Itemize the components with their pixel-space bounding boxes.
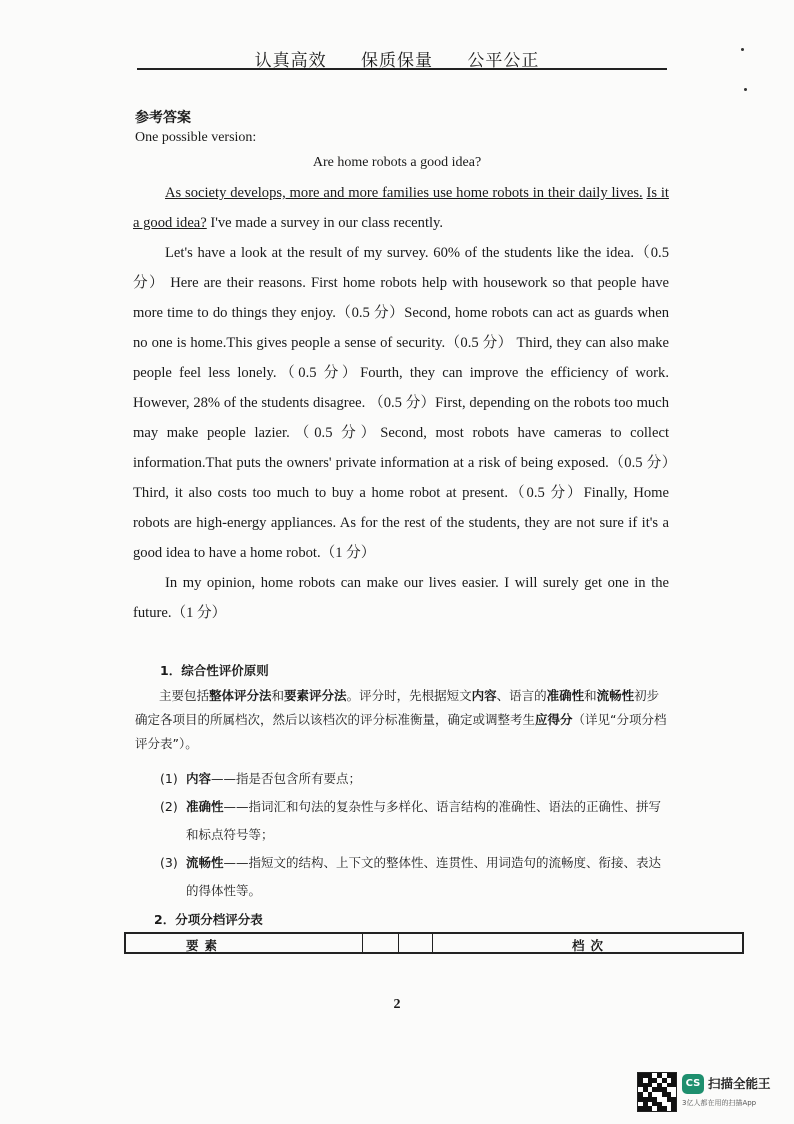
answer-heading: 参考答案 xyxy=(135,110,191,126)
bold-term: 流畅性 xyxy=(596,688,635,703)
column-elements: 要素 xyxy=(186,938,224,953)
motto-2: 保质保量 xyxy=(361,51,433,71)
paragraph-1-rest: I've made a survey in our class recently. xyxy=(206,215,444,231)
bold-term: 整体评分法 xyxy=(209,688,272,703)
text: 和 xyxy=(271,688,285,703)
criteria-item-accuracy xyxy=(160,793,672,849)
essay-body xyxy=(133,178,669,628)
text: 主要包括 xyxy=(159,688,210,703)
text: 。评分时，先根据短文 xyxy=(346,688,472,703)
text: 和 xyxy=(584,688,597,703)
essay-paragraph-3: In my opinion, home robots can make our lives easier. I will surely get one in the future.（1 分） xyxy=(133,575,669,621)
table-divider xyxy=(398,934,399,952)
section1-body xyxy=(135,684,670,756)
camscanner-logo-icon: CS xyxy=(682,1074,704,1094)
criteria-item-content xyxy=(160,765,672,793)
item-term: 内容 xyxy=(186,771,212,786)
item-term: 流畅性 xyxy=(186,855,224,870)
bold-term: 准确性 xyxy=(546,688,585,703)
section1-paragraph xyxy=(135,684,670,756)
scan-speck xyxy=(741,48,744,51)
underlined-sentence: As society develops, more and more families use home robots in their daily lives. xyxy=(165,185,643,201)
scan-speck xyxy=(744,88,747,91)
item-description: ——指词汇和句法的复杂性与多样化、语言结构的准确性、语法的正确性、拼写和标点符号等； xyxy=(186,799,662,842)
motto-1: 认真高效 xyxy=(254,51,327,71)
bold-term: 应得分 xyxy=(535,712,573,727)
essay-paragraph-1 xyxy=(133,178,669,238)
scoring-table-header xyxy=(124,932,744,954)
bold-term: 内容 xyxy=(471,688,497,703)
table-divider xyxy=(432,934,433,952)
camscanner-name: 扫描全能王 xyxy=(708,1076,771,1091)
item-description: ——指短文的结构、上下文的整体性、连贯性、用词造句的流畅度、衔接、表达的得体性等。 xyxy=(186,855,662,898)
item-number: (2) xyxy=(160,799,178,814)
bold-term: 要素评分法 xyxy=(284,688,347,703)
essay-title: Are home robots a good idea? xyxy=(312,155,482,170)
answer-intro: One possible version: xyxy=(135,130,257,145)
item-number: (1) xyxy=(160,771,178,786)
section2-heading: 2．分项分档评分表 xyxy=(154,912,263,927)
column-levels: 档次 xyxy=(572,938,610,953)
camscanner-tagline: 3亿人都在用的扫描App xyxy=(682,1099,757,1107)
motto-3: 公平公正 xyxy=(467,51,540,71)
page-number: 2 xyxy=(393,997,401,1012)
text: 、语言的 xyxy=(496,688,547,703)
section1-heading: 1．综合性评价原则 xyxy=(160,663,269,678)
header-rule xyxy=(137,68,667,70)
qr-code xyxy=(637,1072,677,1112)
text: （详见“分项分档评分表”）。 xyxy=(135,712,667,751)
criteria-list xyxy=(160,765,672,905)
table-divider xyxy=(362,934,363,952)
item-number: (3) xyxy=(160,855,178,870)
criteria-item-fluency xyxy=(160,849,672,905)
text: 初步确定各项目的所属档次，然后以该档次的评分标准衡量，确定或调整考生 xyxy=(135,688,660,727)
item-description: ——指是否包含所有要点； xyxy=(211,771,362,786)
underlined-question: Is it a good idea? xyxy=(133,185,669,231)
item-term: 准确性 xyxy=(186,799,224,814)
essay-paragraph-2: Let's have a look at the result of my survey. 60% of the students like the idea.（0.5 分） Here are their reasons. First home robots help with housework so that people have more time to do things they enjoy.（0.5 分）Second, home robots can act as guards when no one is home.This gives people a sense of security.（0.5 分） Third, they can also make people feel less lonely.（0.5 分）Fourth, they can improve the efficiency of work. However, 28% of the students disagree. （0.5 分）First, depending on the robots too much may make people lazier.（0.5 分）Second, most robots have cameras to collect information.That puts the owners' private information at a risk of being exposed.（0.5 分）Third, it also costs too much to buy a home robot at present.（0.5 分）Finally, Home robots are high-energy appliances. As for the rest of the students, they are not sure if it's a good idea to have a home robot.（1 分） xyxy=(133,245,669,561)
